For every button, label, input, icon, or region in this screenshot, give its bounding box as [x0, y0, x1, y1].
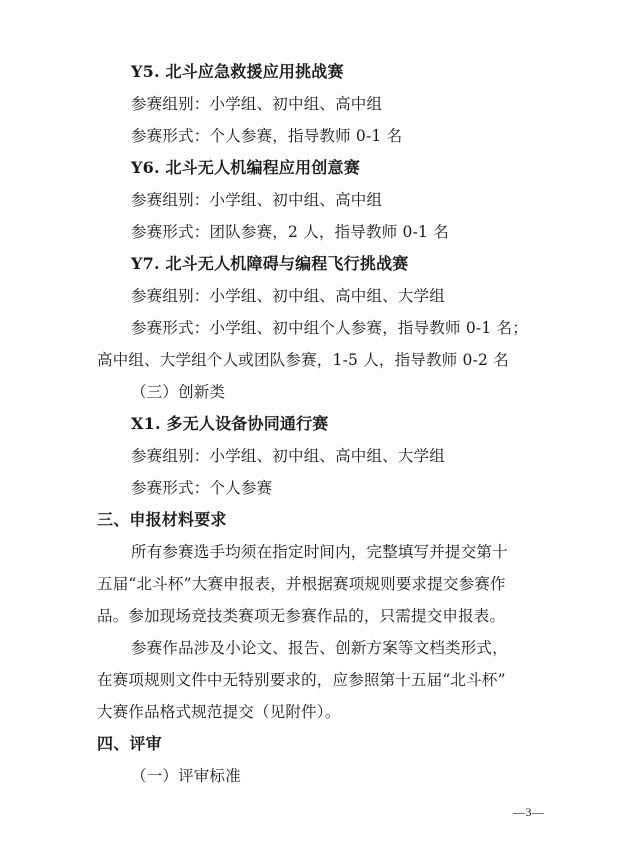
event-title-y7: Y7. 北斗无人机障碍与编程飞行挑战赛	[131, 254, 409, 273]
y6-groups: 参赛组别：小学组、初中组、高中组	[131, 191, 383, 209]
y7-format-line-1: 参赛形式：小学组、初中组个人参赛，指导教师 0-1 名；	[131, 319, 528, 337]
section-innovation: （三）创新类	[131, 383, 226, 401]
event-title-x1: X1. 多无人设备协同通行赛	[131, 414, 329, 433]
materials-paragraph-1-line-2: 五届“北斗杯”大赛申报表，并根据赛项规则要求提交参赛作	[97, 575, 506, 593]
x1-groups: 参赛组别：小学组、初中组、高中组、大学组	[131, 447, 446, 465]
x1-format: 参赛形式：个人参赛	[131, 479, 273, 497]
event-title-y6: Y6. 北斗无人机编程应用创意赛	[131, 158, 360, 177]
materials-paragraph-2-line-1: 参赛作品涉及小论文、报告、创新方案等文档类形式，	[131, 639, 508, 657]
materials-paragraph-1-line-1: 所有参赛选手均须在指定时间内，完整填写并提交第十	[131, 543, 508, 561]
y5-groups: 参赛组别：小学组、初中组、高中组	[131, 95, 383, 113]
section-heading-review: 四、评审	[97, 734, 162, 753]
materials-paragraph-1-line-3: 品。参加现场竞技类赛项无参赛作品的，只需提交申报表。	[97, 607, 506, 625]
y5-format: 参赛形式：个人参赛，指导教师 0-1 名	[131, 127, 403, 145]
section-review-criteria: （一）评审标准	[131, 767, 241, 785]
section-heading-materials: 三、申报材料要求	[97, 510, 227, 529]
y7-format-line-2: 高中组、大学组个人或团队参赛，1-5 人，指导教师 0-2 名	[97, 351, 509, 369]
y6-format: 参赛形式：团队参赛，2 人，指导教师 0-1 名	[131, 223, 449, 241]
event-title-y5: Y5. 北斗应急救援应用挑战赛	[131, 62, 344, 81]
page-number: —3—	[513, 805, 545, 819]
y7-groups: 参赛组别：小学组、初中组、高中组、大学组	[131, 287, 446, 305]
materials-paragraph-2-line-2: 在赛项规则文件中无特别要求的，应参照第十五届“北斗杯”	[97, 671, 506, 689]
materials-paragraph-2-line-3: 大赛作品格式规范提交（见附件）。	[97, 703, 341, 721]
